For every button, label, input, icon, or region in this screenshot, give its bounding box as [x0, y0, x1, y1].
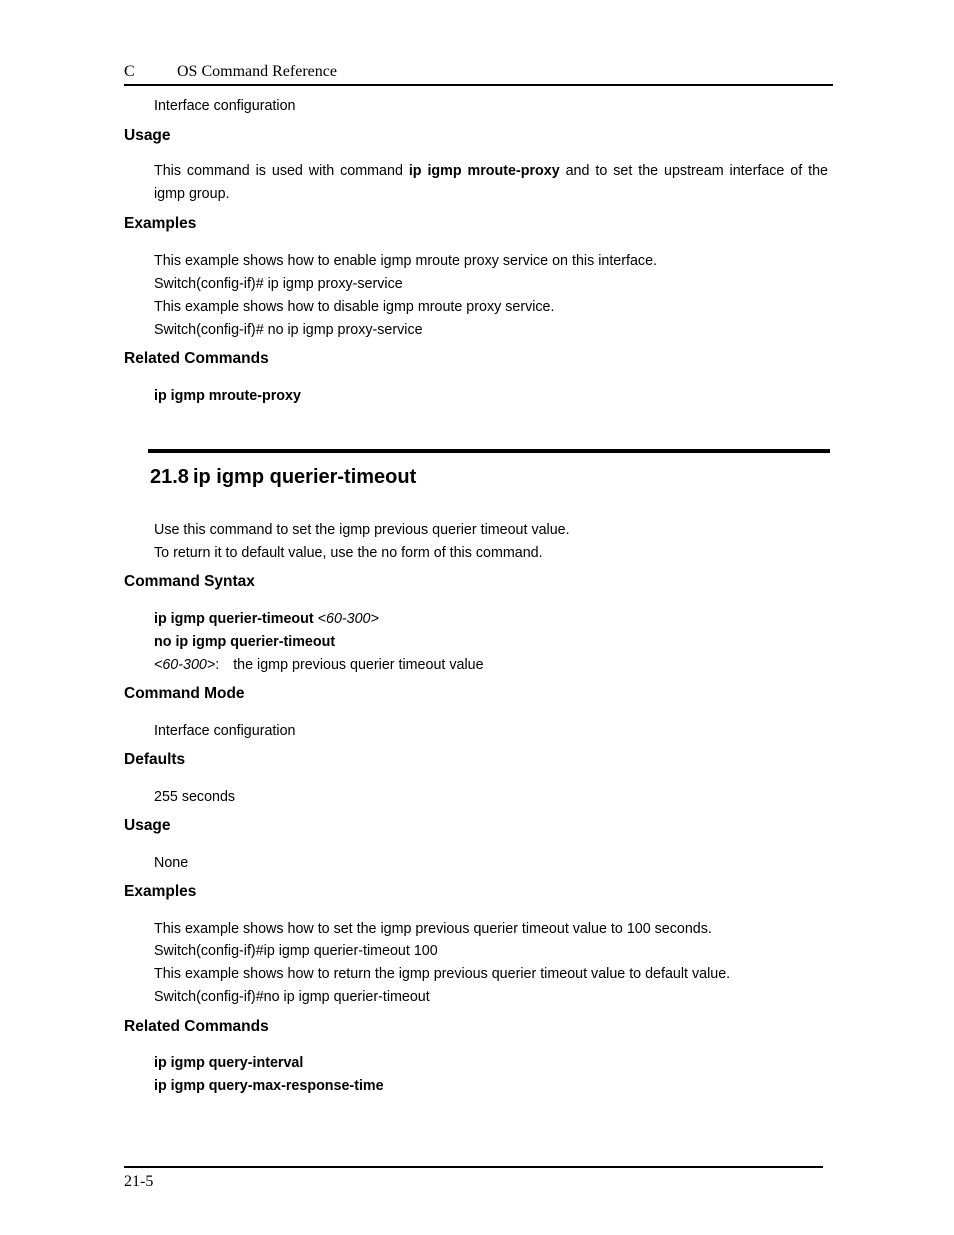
top-usage-text: This command is used with command ip igmp mroute-proxy and to set the upstream interface of the igmp group. — [154, 163, 829, 202]
usage-value: None — [154, 855, 189, 871]
example-line: This example shows how to return the igmp previous querier timeout value to default value. — [154, 966, 731, 982]
top-related-heading: Related Commands — [124, 350, 269, 367]
mode-heading: Command Mode — [124, 685, 245, 702]
related-command: ip igmp query-interval — [154, 1055, 304, 1071]
top-example-line: This example shows how to enable igmp mroute proxy service on this interface. — [154, 253, 658, 269]
example-line: Switch(config-if)#ip igmp querier-timeout 100 — [154, 943, 438, 959]
related-command: ip igmp query-max-response-time — [154, 1078, 384, 1094]
mode-value: Interface configuration — [154, 723, 296, 739]
syntax-heading: Command Syntax — [124, 573, 255, 590]
header-title: OS Command Reference — [177, 63, 337, 80]
header-rule — [124, 84, 833, 86]
top-examples-heading: Examples — [124, 215, 197, 232]
examples-heading: Examples — [124, 883, 197, 900]
example-line: Switch(config-if)#no ip igmp querier-timeout — [154, 989, 430, 1005]
top-example-line: This example shows how to disable igmp mroute proxy service. — [154, 299, 555, 315]
top-example-line: Switch(config-if)# ip igmp proxy-service — [154, 276, 403, 292]
syntax-no-line: no ip igmp querier-timeout — [154, 634, 336, 650]
defaults-value: 255 seconds — [154, 789, 236, 805]
syntax-line: ip igmp querier-timeout <60-300> — [154, 611, 379, 627]
footer-rule — [124, 1166, 823, 1168]
section-title — [150, 466, 416, 489]
top-usage-heading: Usage — [124, 127, 171, 144]
usage-heading: Usage — [124, 817, 171, 834]
section-intro-line: Use this command to set the igmp previous querier timeout value. — [154, 522, 570, 538]
section-intro-line: To return it to default value, use the no form of this command. — [154, 545, 543, 561]
top-mode-value: Interface configuration — [154, 98, 296, 114]
section-name: ip igmp querier-timeout — [192, 466, 417, 488]
usage-command: ip igmp mroute-proxy — [408, 163, 560, 179]
defaults-heading: Defaults — [124, 751, 186, 768]
related-heading: Related Commands — [124, 1018, 269, 1035]
example-line: This example shows how to set the igmp previous querier timeout value to 100 seconds. — [154, 921, 712, 937]
top-related-command: ip igmp mroute-proxy — [154, 388, 301, 404]
param-line: <60-300>: the igmp previous querier timeout value — [154, 657, 484, 673]
top-example-line: Switch(config-if)# no ip igmp proxy-service — [154, 322, 423, 338]
header-letter: C — [124, 63, 135, 80]
page-number: 21-5 — [124, 1173, 154, 1190]
section-rule — [148, 449, 830, 453]
section-number: 21.8 — [150, 466, 189, 488]
